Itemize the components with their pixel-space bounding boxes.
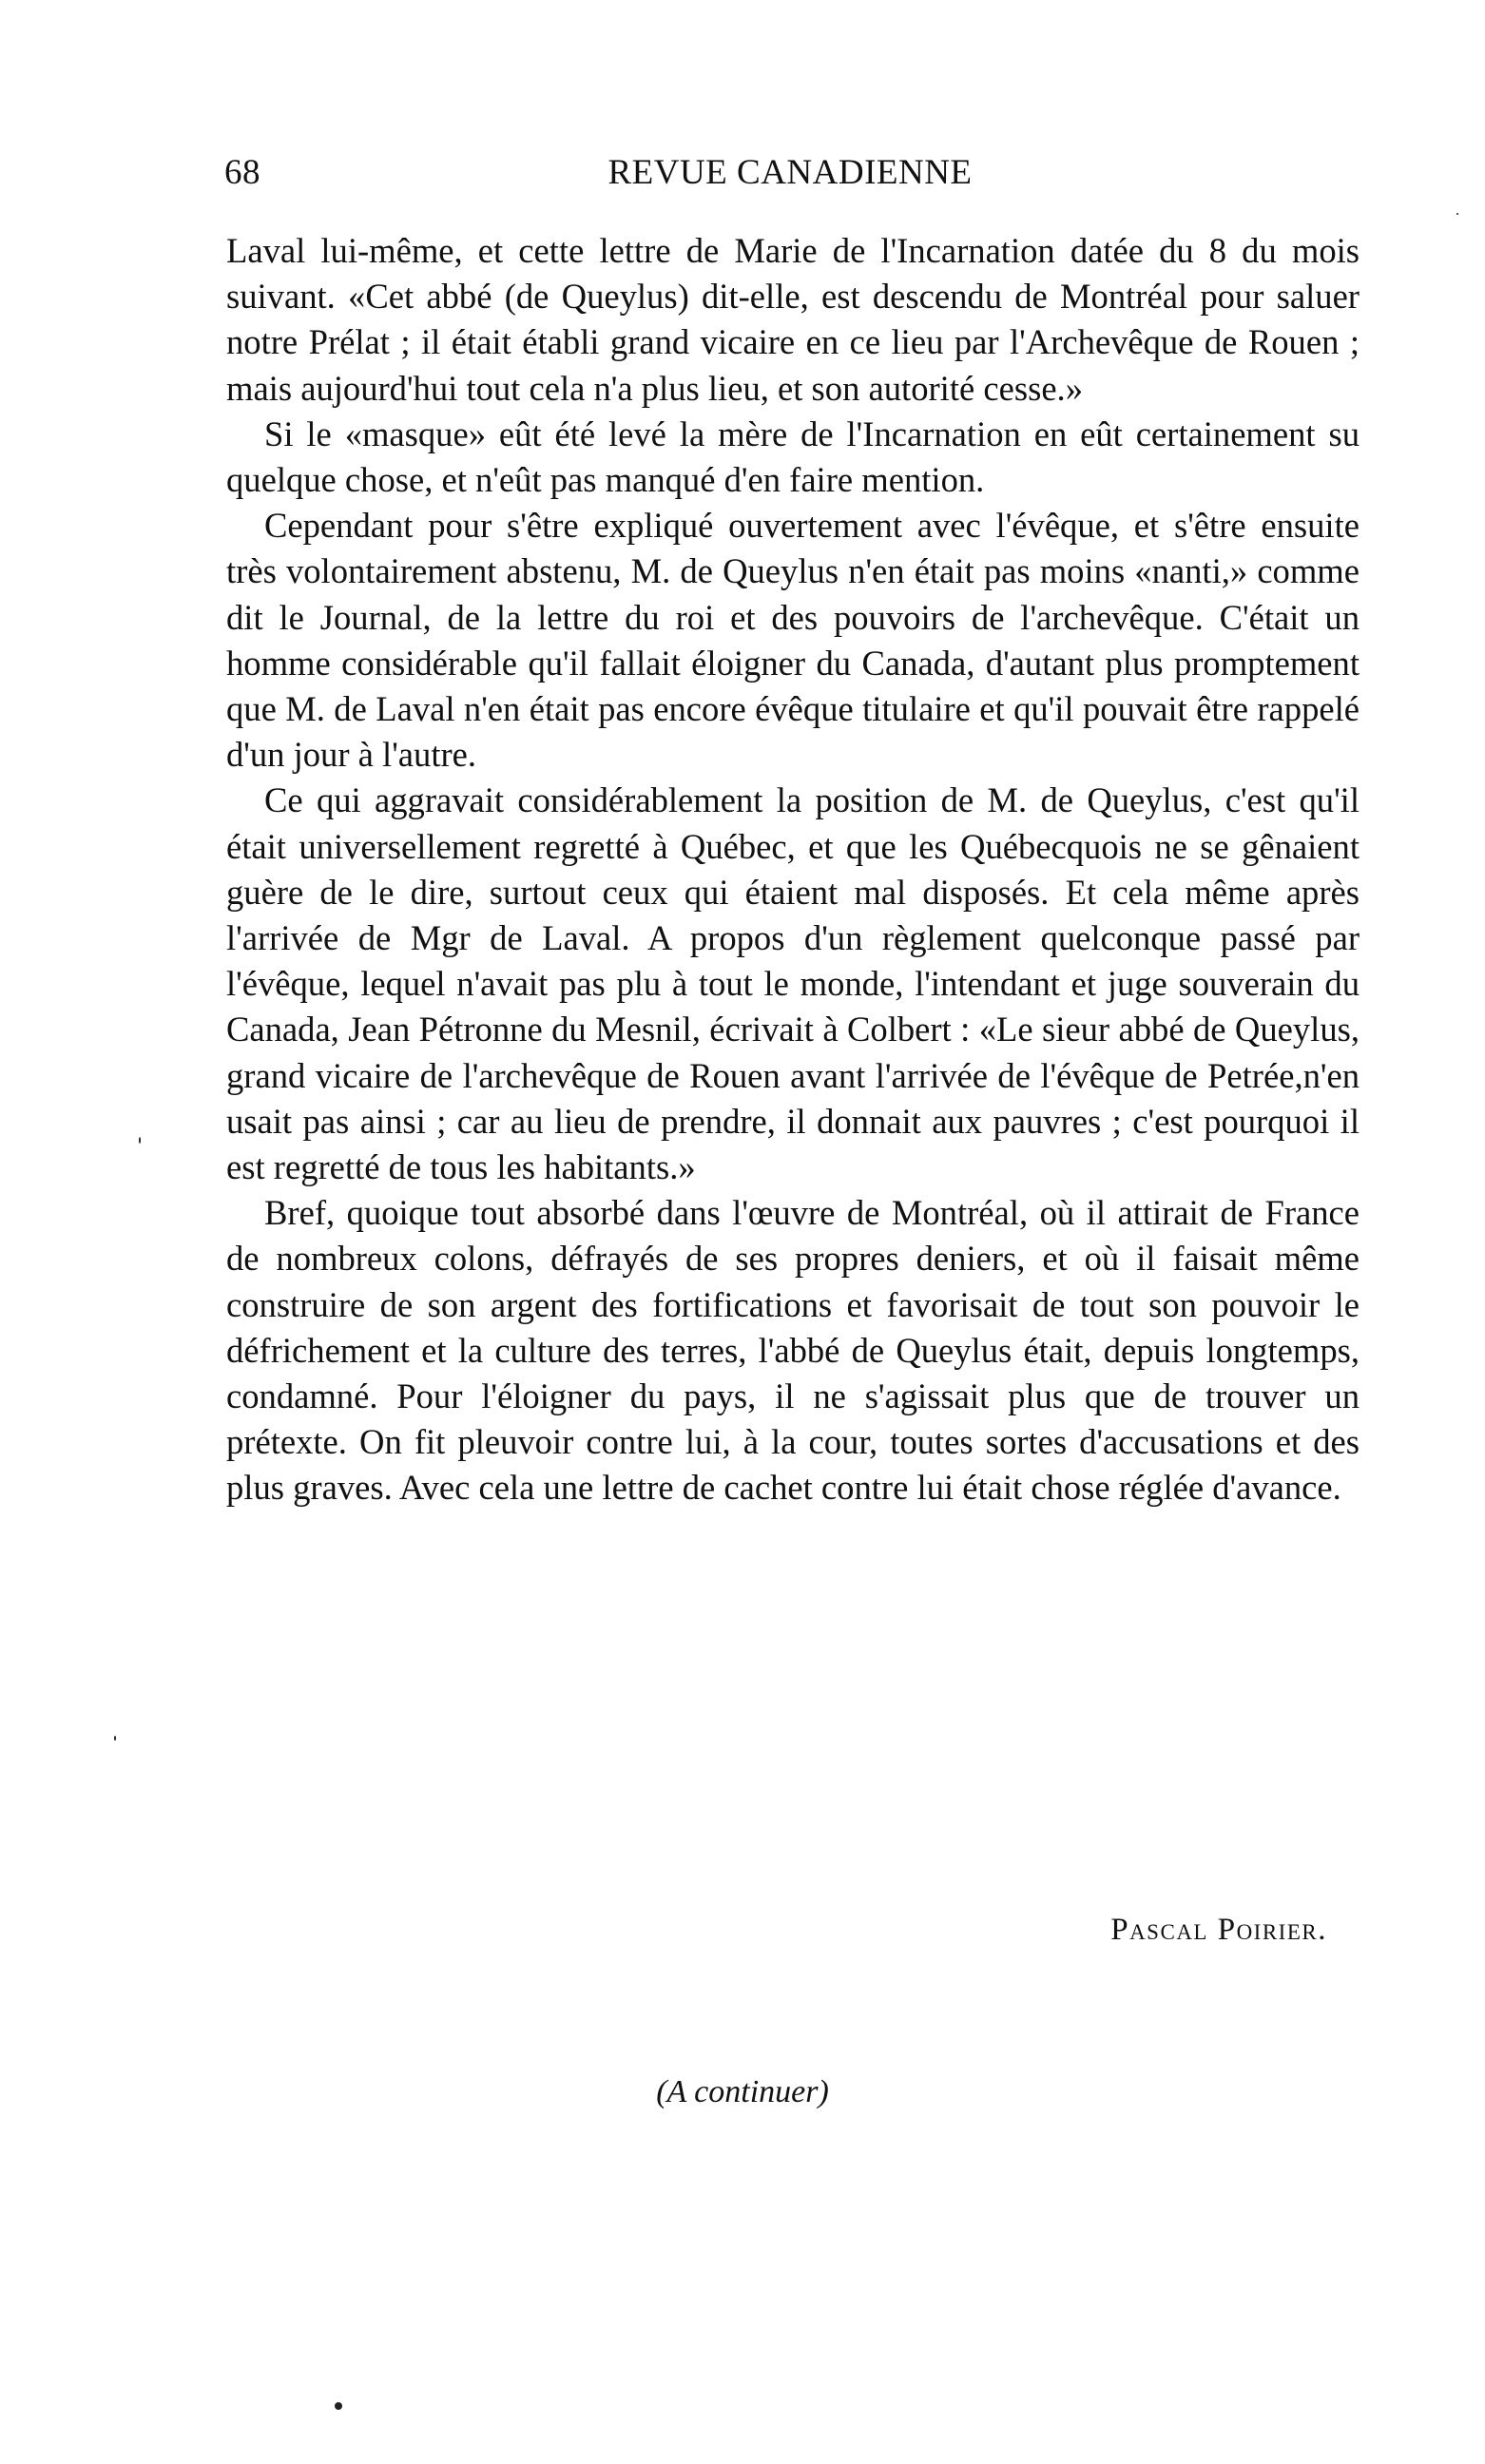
- print-speck: [1456, 213, 1458, 215]
- journal-title: REVUE CANADIENNE: [608, 153, 973, 192]
- paragraph-5: Bref, quoique tout absorbé dans l'œuvre de Montréal, où il attirait de France de nombreux colons, défrayés de ses propres deniers, et où il faisait même construire de son argent des fortifications et favorisait de tout son pouvoir le défrichement et la culture des terres, l'abbé de Queylus était, depuis longtemps, condamné. Pour l'éloigner du pays, il ne s'agissait plus que de trouver un prétexte. On fit pleuvoir contre lui, à la cour, toutes sortes d'accusations et des plus graves. Avec cela une lettre de cachet contre lui était chose réglée d'avance.: [226, 1193, 1360, 1508]
- print-speck: [139, 1137, 141, 1144]
- author-signature: Pascal Poirier.: [1110, 1913, 1327, 1947]
- page-number: 68: [224, 153, 260, 192]
- paragraph-3: Cependant pour s'être expliqué ouvertement avec l'évêque, et s'être ensuite très volontairement abstenu, M. de Queylus n'en était pas moins «nanti,» comme dit le Journal, de la lettre du roi et des pouvoirs de l'archevêque. C'était un homme considérable qu'il fallait éloigner du Canada, d'autant plus promptement que M. de Laval n'en était pas encore évêque titulaire et qu'il pouvait être rappelé d'un jour à l'autre.: [226, 506, 1360, 775]
- continuation-note: (A continuer): [656, 2074, 829, 2109]
- paragraph-1: Laval lui-même, et cette lettre de Marie de l'Incarnation datée du 8 du mois suivant. «Cet abbé (de Queylus) dit-elle, est descendu de Montréal pour saluer notre Prélat ; il était établi grand vicaire en ce lieu par l'Archevêque de Rouen ; mais aujourd'hui tout cela n'a plus lieu, et son autorité cesse.»: [226, 231, 1360, 408]
- article-body: [226, 228, 1360, 1511]
- paragraph-2: Si le «masque» eût été levé la mère de l'Incarnation en eût certainement su quelque chose, et n'eût pas manqué d'en faire mention.: [226, 414, 1360, 500]
- print-speck: [114, 1736, 116, 1741]
- paragraph-4: Ce qui aggravait considérablement la position de M. de Queylus, c'est qu'il était universellement regretté à Québec, et que les Québecquois ne se gênaient guère de le dire, surtout ceux qui étaient mal disposés. Et cela même après l'arrivée de Mgr de Laval. A propos d'un règlement quelconque passé par l'évêque, lequel n'avait pas plu à tout le monde, l'intendant et juge souverain du Canada, Jean Pétronne du Mesnil, écrivait à Colbert : «Le sieur abbé de Queylus, grand vicaire de l'archevêque de Rouen avant l'arrivée de l'évêque de Petrée,n'en usait pas ainsi ; car au lieu de prendre, il donnait aux pauvres ; c'est pourquoi il est regretté de tous les habitants.»: [226, 780, 1360, 1187]
- print-speck: [335, 2402, 342, 2410]
- running-head: [224, 152, 1356, 200]
